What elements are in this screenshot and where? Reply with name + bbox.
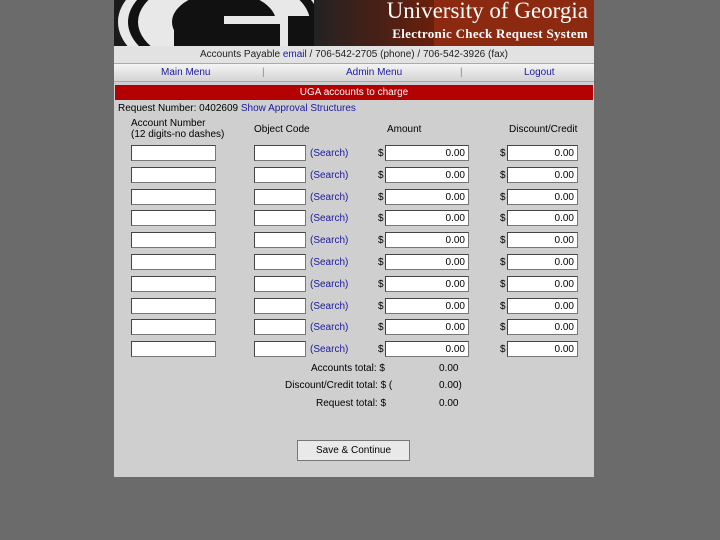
nav-separator: |	[460, 67, 463, 78]
account-number-input[interactable]	[131, 319, 216, 335]
nav-bar	[114, 63, 594, 82]
admin-menu-link[interactable]: Admin Menu	[346, 67, 403, 78]
currency-symbol: $	[500, 148, 506, 159]
amount-input[interactable]	[385, 145, 469, 161]
account-number-input[interactable]	[131, 276, 216, 292]
account-number-input[interactable]	[131, 341, 216, 357]
amount-input[interactable]	[385, 276, 469, 292]
search-link[interactable]: (Search)	[310, 235, 349, 246]
object-code-input[interactable]	[254, 145, 306, 161]
amount-input[interactable]	[385, 341, 469, 357]
search-link[interactable]: (Search)	[310, 344, 349, 355]
search-link[interactable]: (Search)	[310, 170, 349, 181]
email-link[interactable]: email	[282, 49, 307, 60]
currency-symbol: $	[500, 192, 506, 203]
object-code-input[interactable]	[254, 232, 306, 248]
currency-symbol: $	[500, 170, 506, 181]
amount-input[interactable]	[385, 210, 469, 226]
discount-input[interactable]	[507, 254, 578, 270]
page-panel	[114, 0, 594, 477]
column-header-account: Account Number	[131, 118, 206, 129]
search-link[interactable]: (Search)	[310, 148, 349, 159]
main-menu-link[interactable]: Main Menu	[161, 67, 211, 78]
currency-symbol: $	[378, 170, 384, 181]
search-link[interactable]: (Search)	[310, 279, 349, 290]
object-code-input[interactable]	[254, 276, 306, 292]
header-banner	[114, 0, 594, 46]
search-link[interactable]: (Search)	[310, 301, 349, 312]
discount-input[interactable]	[507, 319, 578, 335]
currency-symbol: $	[500, 322, 506, 333]
column-header-discount: Discount/Credit	[509, 124, 578, 135]
search-link[interactable]: (Search)	[310, 213, 349, 224]
column-header-account-hint: (12 digits-no dashes)	[131, 129, 225, 140]
request-number	[118, 103, 356, 114]
accounts-total-value: 0.00	[439, 363, 459, 374]
logout-link[interactable]: Logout	[524, 67, 555, 78]
account-number-input[interactable]	[131, 254, 216, 270]
currency-symbol: $	[500, 257, 506, 268]
discount-input[interactable]	[507, 276, 578, 292]
column-header-object-code: Object Code	[254, 124, 310, 135]
object-code-input[interactable]	[254, 341, 306, 357]
account-number-input[interactable]	[131, 167, 216, 183]
search-link[interactable]: (Search)	[310, 322, 349, 333]
account-number-input[interactable]	[131, 189, 216, 205]
account-number-input[interactable]	[131, 145, 216, 161]
object-code-input[interactable]	[254, 319, 306, 335]
currency-symbol: $	[500, 279, 506, 290]
currency-symbol: $	[378, 148, 384, 159]
georgia-g-logo-icon	[114, 0, 344, 46]
amount-input[interactable]	[385, 189, 469, 205]
search-link[interactable]: (Search)	[310, 192, 349, 203]
currency-symbol: $	[500, 235, 506, 246]
discount-input[interactable]	[507, 210, 578, 226]
currency-symbol: $	[500, 301, 506, 312]
search-link[interactable]: (Search)	[310, 257, 349, 268]
university-title: University of Georgia	[386, 0, 588, 23]
contact-phone: / 706-542-2705 (phone) / 706-542-3926 (fax)	[309, 49, 508, 60]
amount-input[interactable]	[385, 167, 469, 183]
object-code-input[interactable]	[254, 210, 306, 226]
object-code-input[interactable]	[254, 189, 306, 205]
show-approval-structures-link[interactable]: Show Approval Structures	[240, 103, 356, 114]
contact-bar	[114, 46, 594, 63]
accounts-total-label: Accounts total: $	[311, 363, 385, 374]
amount-input[interactable]	[385, 298, 469, 314]
request-total-label: Request total: $	[316, 398, 387, 409]
currency-symbol: $	[378, 257, 384, 268]
discount-input[interactable]	[507, 167, 578, 183]
section-title: UGA accounts to charge	[115, 85, 593, 100]
discount-input[interactable]	[507, 189, 578, 205]
currency-symbol: $	[378, 344, 384, 355]
discount-input[interactable]	[507, 145, 578, 161]
account-number-input[interactable]	[131, 298, 216, 314]
request-number-label: Request Number: 0402609	[118, 103, 239, 114]
nav-separator: |	[262, 67, 265, 78]
column-header-amount: Amount	[387, 124, 422, 135]
contact-prefix: Accounts Payable	[200, 49, 281, 60]
currency-symbol: $	[500, 344, 506, 355]
currency-symbol: $	[378, 213, 384, 224]
discount-total-label: Discount/Credit total: $ (	[285, 380, 393, 391]
currency-symbol: $	[500, 213, 506, 224]
amount-input[interactable]	[385, 254, 469, 270]
object-code-input[interactable]	[254, 298, 306, 314]
save-continue-button[interactable]: Save & Continue	[297, 440, 410, 461]
currency-symbol: $	[378, 322, 384, 333]
account-number-input[interactable]	[131, 232, 216, 248]
object-code-input[interactable]	[254, 167, 306, 183]
amount-input[interactable]	[385, 319, 469, 335]
currency-symbol: $	[378, 301, 384, 312]
request-total-value: 0.00	[439, 398, 459, 409]
amount-input[interactable]	[385, 232, 469, 248]
object-code-input[interactable]	[254, 254, 306, 270]
currency-symbol: $	[378, 279, 384, 290]
discount-input[interactable]	[507, 341, 578, 357]
currency-symbol: $	[378, 235, 384, 246]
discount-input[interactable]	[507, 232, 578, 248]
discount-input[interactable]	[507, 298, 578, 314]
system-title: Electronic Check Request System	[392, 26, 588, 41]
discount-total-value: 0.00)	[439, 380, 462, 391]
account-number-input[interactable]	[131, 210, 216, 226]
currency-symbol: $	[378, 192, 384, 203]
